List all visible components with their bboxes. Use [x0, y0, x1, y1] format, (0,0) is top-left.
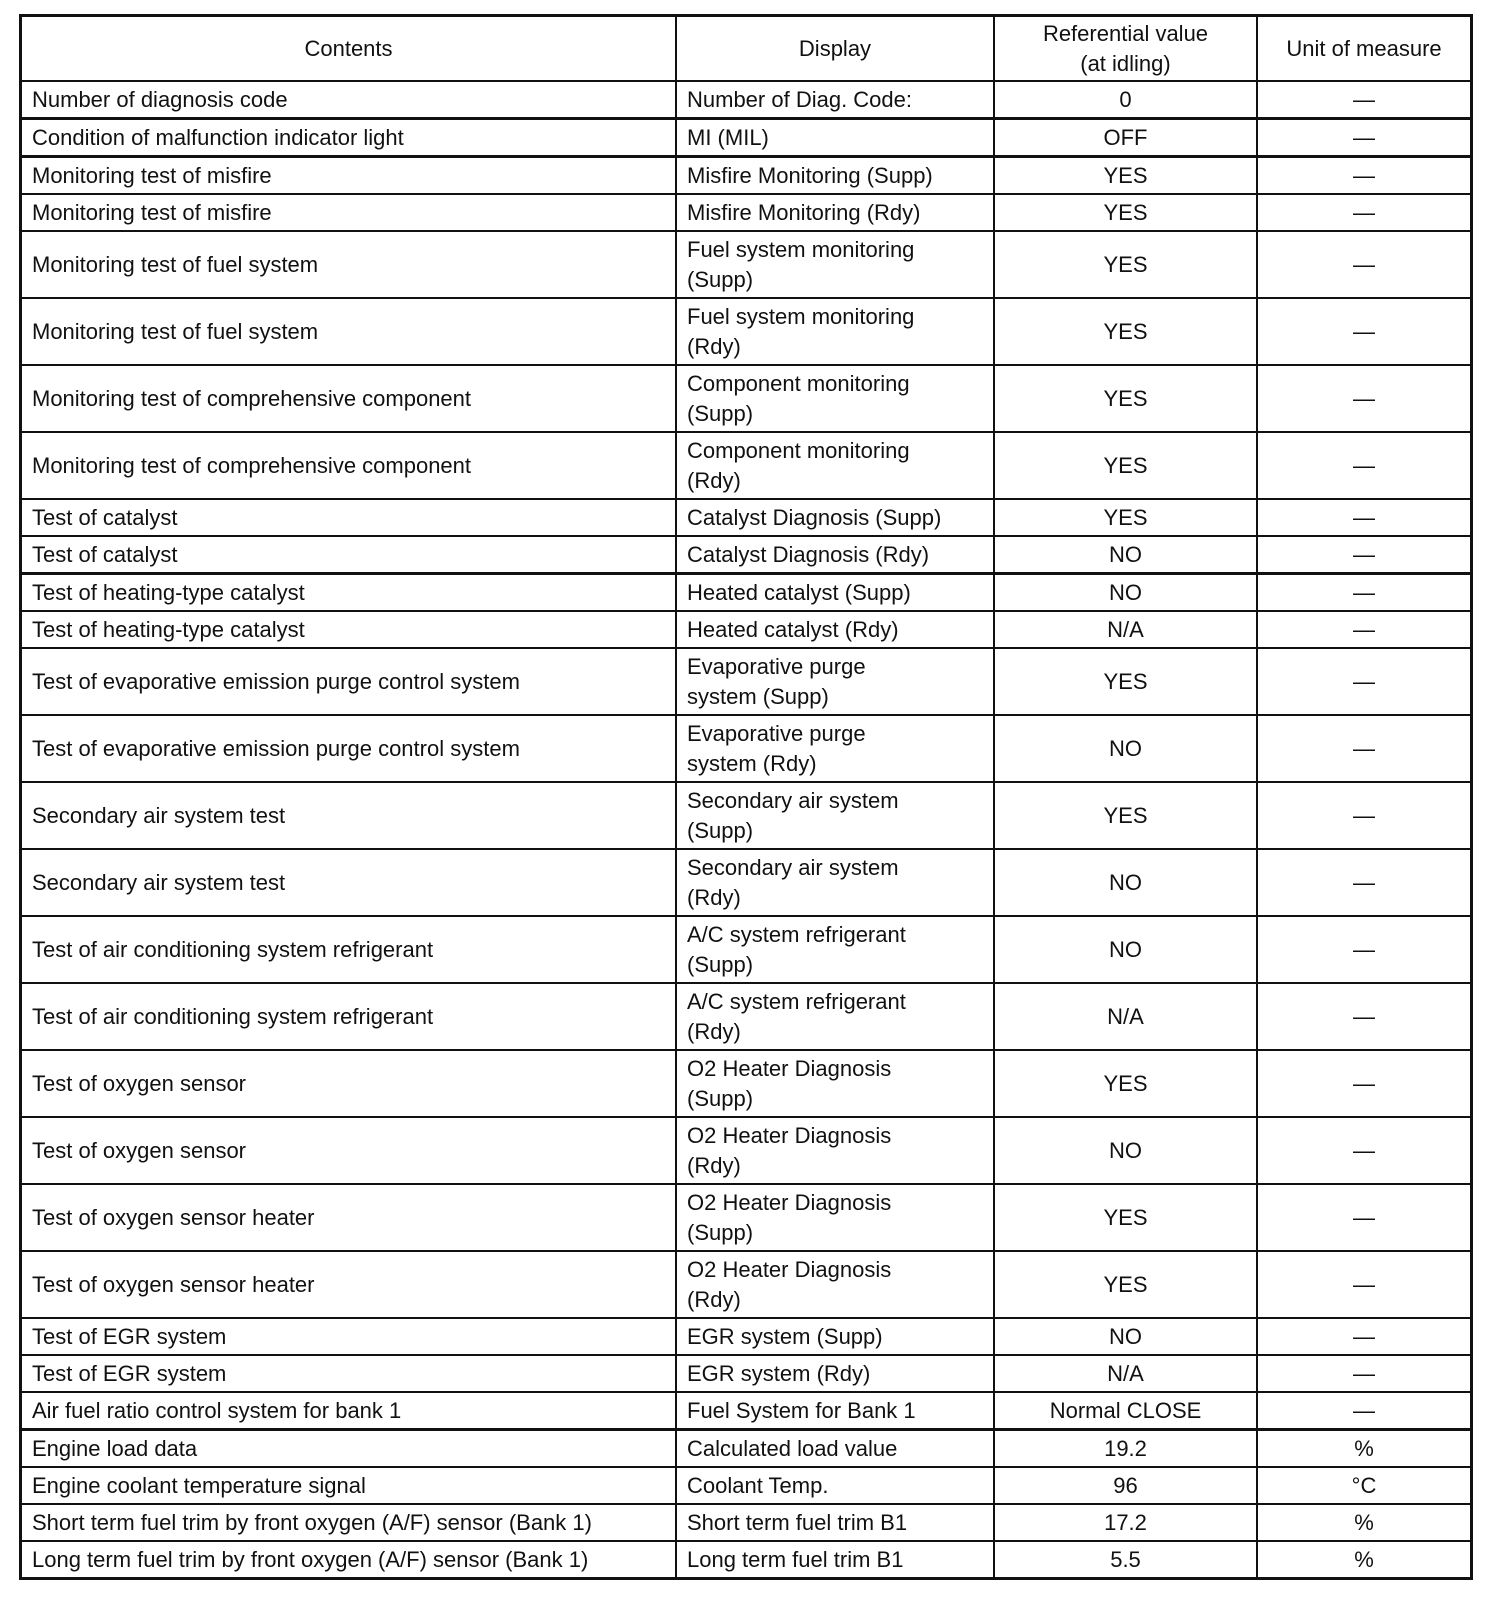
- cell-referential-value: N/A: [994, 1355, 1257, 1392]
- cell-contents: Monitoring test of misfire: [21, 194, 677, 231]
- cell-contents: Monitoring test of comprehensive component: [21, 432, 677, 499]
- cell-unit: [1257, 1541, 1472, 1579]
- table-row: [21, 1541, 1472, 1579]
- cell-display-line1: O2 Heater Diagnosis: [687, 1256, 892, 1282]
- header-row: [21, 16, 1472, 82]
- cell-contents: Test of oxygen sensor heater: [21, 1251, 677, 1318]
- table-row: [21, 983, 1472, 1050]
- dash-icon: —: [1353, 541, 1375, 567]
- dash-icon: —: [1353, 936, 1375, 962]
- cell-display-line2: (Supp): [687, 951, 754, 977]
- cell-contents: Short term fuel trim by front oxygen (A/F) sensor (Bank 1): [21, 1504, 677, 1541]
- dash-icon: —: [1353, 869, 1375, 895]
- cell-referential-value: YES: [994, 1184, 1257, 1251]
- dash-icon: —: [1353, 504, 1375, 530]
- table-row: [21, 81, 1472, 119]
- cell-display-line1: Fuel system monitoring: [687, 236, 915, 262]
- cell-unit: [1257, 1392, 1472, 1430]
- cell-referential-value: NO: [994, 849, 1257, 916]
- cell-referential-value: N/A: [994, 983, 1257, 1050]
- table-row: [21, 1355, 1472, 1392]
- cell-display: [676, 648, 994, 715]
- cell-contents: Long term fuel trim by front oxygen (A/F) sensor (Bank 1): [21, 1541, 677, 1579]
- cell-display-line2: (Rdy): [687, 1152, 741, 1178]
- cell-referential-value: NO: [994, 1318, 1257, 1355]
- cell-display-line1: Component monitoring: [687, 437, 910, 463]
- cell-display-line1: A/C system refrigerant: [687, 988, 906, 1014]
- cell-display-line2: (Supp): [687, 1219, 754, 1245]
- cell-display: [676, 1117, 994, 1184]
- cell-display: Misfire Monitoring (Rdy): [676, 194, 994, 231]
- cell-display: [676, 983, 994, 1050]
- cell-unit: [1257, 648, 1472, 715]
- table-row: [21, 1504, 1472, 1541]
- table-row: [21, 648, 1472, 715]
- dash-icon: —: [1353, 162, 1375, 188]
- unit-label: %: [1354, 1509, 1374, 1535]
- cell-referential-value: YES: [994, 194, 1257, 231]
- dash-icon: —: [1353, 616, 1375, 642]
- unit-label: °C: [1351, 1472, 1377, 1498]
- cell-unit: [1257, 536, 1472, 574]
- cell-display: [676, 1184, 994, 1251]
- cell-display: Long term fuel trim B1: [676, 1541, 994, 1579]
- header-unit: Unit of measure: [1257, 16, 1472, 82]
- cell-contents: Test of oxygen sensor: [21, 1117, 677, 1184]
- cell-display-line1: Secondary air system: [687, 854, 899, 880]
- cell-display: Heated catalyst (Supp): [676, 574, 994, 612]
- cell-unit: [1257, 1251, 1472, 1318]
- cell-display: [676, 231, 994, 298]
- cell-referential-value: OFF: [994, 119, 1257, 157]
- cell-display-line1: A/C system refrigerant: [687, 921, 906, 947]
- cell-contents: Secondary air system test: [21, 849, 677, 916]
- cell-display: [676, 849, 994, 916]
- dash-icon: —: [1353, 1070, 1375, 1096]
- table-row: [21, 119, 1472, 157]
- cell-display-line2: (Rdy): [687, 1286, 741, 1312]
- cell-display: MI (MIL): [676, 119, 994, 157]
- table-row: [21, 916, 1472, 983]
- cell-display-line2: (Supp): [687, 266, 754, 292]
- dash-icon: —: [1353, 1360, 1375, 1386]
- cell-unit: [1257, 983, 1472, 1050]
- cell-referential-value: YES: [994, 157, 1257, 195]
- cell-display: Catalyst Diagnosis (Rdy): [676, 536, 994, 574]
- cell-referential-value: 5.5: [994, 1541, 1257, 1579]
- cell-display: [676, 298, 994, 365]
- cell-display-line2: (Rdy): [687, 467, 741, 493]
- cell-referential-value: NO: [994, 1117, 1257, 1184]
- cell-display: Number of Diag. Code:: [676, 81, 994, 119]
- cell-display-line2: (Rdy): [687, 884, 741, 910]
- table-row: [21, 194, 1472, 231]
- cell-display-line2: (Supp): [687, 1085, 754, 1111]
- cell-referential-value: YES: [994, 499, 1257, 536]
- dash-icon: —: [1353, 802, 1375, 828]
- header-contents: Contents: [21, 16, 677, 82]
- cell-contents: Monitoring test of misfire: [21, 157, 677, 195]
- dash-icon: —: [1353, 251, 1375, 277]
- cell-display-line1: O2 Heater Diagnosis: [687, 1189, 892, 1215]
- table-row: [21, 574, 1472, 612]
- cell-contents: Test of oxygen sensor: [21, 1050, 677, 1117]
- cell-display-line1: Evaporative purge: [687, 720, 866, 746]
- table-row: [21, 231, 1472, 298]
- table-row: [21, 849, 1472, 916]
- dash-icon: —: [1353, 1397, 1375, 1423]
- cell-contents: Air fuel ratio control system for bank 1: [21, 1392, 677, 1430]
- table-row: [21, 782, 1472, 849]
- dash-icon: —: [1353, 385, 1375, 411]
- cell-unit: [1257, 365, 1472, 432]
- dash-icon: —: [1353, 199, 1375, 225]
- cell-display: EGR system (Supp): [676, 1318, 994, 1355]
- table-row: [21, 1392, 1472, 1430]
- cell-display: [676, 1050, 994, 1117]
- dash-icon: —: [1353, 1271, 1375, 1297]
- table-row: [21, 499, 1472, 536]
- cell-unit: [1257, 1318, 1472, 1355]
- cell-unit: [1257, 231, 1472, 298]
- cell-referential-value: N/A: [994, 611, 1257, 648]
- cell-display: Heated catalyst (Rdy): [676, 611, 994, 648]
- cell-contents: Condition of malfunction indicator light: [21, 119, 677, 157]
- cell-referential-value: YES: [994, 432, 1257, 499]
- cell-unit: [1257, 782, 1472, 849]
- cell-referential-value: YES: [994, 365, 1257, 432]
- cell-unit: [1257, 574, 1472, 612]
- header-display: Display: [676, 16, 994, 82]
- table-row: [21, 157, 1472, 195]
- table-row: [21, 432, 1472, 499]
- cell-referential-value: NO: [994, 574, 1257, 612]
- unit-label: %: [1354, 1546, 1374, 1572]
- cell-referential-value: NO: [994, 916, 1257, 983]
- cell-unit: [1257, 432, 1472, 499]
- cell-contents: Test of air conditioning system refrigerant: [21, 983, 677, 1050]
- table-row: [21, 1318, 1472, 1355]
- cell-unit: [1257, 81, 1472, 119]
- table-row: [21, 298, 1472, 365]
- table-row: [21, 1467, 1472, 1504]
- dash-icon: —: [1353, 318, 1375, 344]
- cell-contents: Test of air conditioning system refrigerant: [21, 916, 677, 983]
- cell-unit: [1257, 916, 1472, 983]
- cell-display: [676, 782, 994, 849]
- cell-unit: [1257, 157, 1472, 195]
- cell-referential-value: 17.2: [994, 1504, 1257, 1541]
- dash-icon: —: [1353, 452, 1375, 478]
- cell-display: Coolant Temp.: [676, 1467, 994, 1504]
- cell-display-line1: Secondary air system: [687, 787, 899, 813]
- cell-contents: Engine load data: [21, 1430, 677, 1468]
- cell-referential-value: NO: [994, 536, 1257, 574]
- header-referential-value-line2: (at idling): [1080, 50, 1171, 76]
- cell-unit: [1257, 194, 1472, 231]
- cell-referential-value: YES: [994, 648, 1257, 715]
- cell-unit: [1257, 1430, 1472, 1468]
- table-row: [21, 1117, 1472, 1184]
- cell-display-line2: (Rdy): [687, 333, 741, 359]
- cell-contents: Number of diagnosis code: [21, 81, 677, 119]
- cell-referential-value: 96: [994, 1467, 1257, 1504]
- cell-display-line2: (Rdy): [687, 1018, 741, 1044]
- cell-referential-value: Normal CLOSE: [994, 1392, 1257, 1430]
- header-referential-value-line1: Referential value: [1042, 20, 1209, 46]
- cell-contents: Test of heating-type catalyst: [21, 611, 677, 648]
- cell-display-line1: O2 Heater Diagnosis: [687, 1122, 892, 1148]
- cell-display: [676, 715, 994, 782]
- cell-referential-value: YES: [994, 782, 1257, 849]
- cell-unit: [1257, 715, 1472, 782]
- dash-icon: —: [1353, 124, 1375, 150]
- dash-icon: —: [1353, 1323, 1375, 1349]
- cell-referential-value: YES: [994, 231, 1257, 298]
- cell-display: [676, 432, 994, 499]
- cell-unit: [1257, 1355, 1472, 1392]
- cell-unit: [1257, 1504, 1472, 1541]
- cell-contents: Test of catalyst: [21, 536, 677, 574]
- cell-unit: [1257, 1184, 1472, 1251]
- cell-referential-value: YES: [994, 1251, 1257, 1318]
- cell-unit: [1257, 499, 1472, 536]
- cell-contents: Test of EGR system: [21, 1318, 677, 1355]
- cell-unit: [1257, 849, 1472, 916]
- dash-icon: —: [1353, 86, 1375, 112]
- dash-icon: —: [1353, 579, 1375, 605]
- cell-unit: [1257, 119, 1472, 157]
- cell-contents: Test of catalyst: [21, 499, 677, 536]
- cell-display-line2: (Supp): [687, 400, 754, 426]
- cell-referential-value: YES: [994, 298, 1257, 365]
- cell-referential-value: NO: [994, 715, 1257, 782]
- dash-icon: —: [1353, 1003, 1375, 1029]
- cell-display-line2: (Supp): [687, 817, 754, 843]
- cell-display-line1: O2 Heater Diagnosis: [687, 1055, 892, 1081]
- cell-display: [676, 1251, 994, 1318]
- cell-display: Misfire Monitoring (Supp): [676, 157, 994, 195]
- cell-contents: Test of EGR system: [21, 1355, 677, 1392]
- cell-contents: Engine coolant temperature signal: [21, 1467, 677, 1504]
- cell-unit: [1257, 611, 1472, 648]
- cell-display-line2: system (Supp): [687, 683, 829, 709]
- cell-display-line1: Evaporative purge: [687, 653, 866, 679]
- cell-contents: Test of oxygen sensor heater: [21, 1184, 677, 1251]
- cell-display: Calculated load value: [676, 1430, 994, 1468]
- cell-display: Fuel System for Bank 1: [676, 1392, 994, 1430]
- header-referential-value: [994, 16, 1257, 82]
- cell-contents: Monitoring test of fuel system: [21, 298, 677, 365]
- cell-display-line1: Fuel system monitoring: [687, 303, 915, 329]
- cell-contents: Secondary air system test: [21, 782, 677, 849]
- table-row: [21, 365, 1472, 432]
- dash-icon: —: [1353, 1204, 1375, 1230]
- table-row: [21, 611, 1472, 648]
- dash-icon: —: [1353, 668, 1375, 694]
- table-row: [21, 1430, 1472, 1468]
- dash-icon: —: [1353, 735, 1375, 761]
- cell-contents: Monitoring test of fuel system: [21, 231, 677, 298]
- cell-unit: [1257, 1467, 1472, 1504]
- diagnosis-data-table: [19, 14, 1473, 1580]
- cell-contents: Test of evaporative emission purge control system: [21, 648, 677, 715]
- unit-label: %: [1354, 1435, 1374, 1461]
- cell-display: [676, 916, 994, 983]
- table-row: [21, 1251, 1472, 1318]
- table-body: [21, 81, 1472, 1579]
- cell-display-line1: Component monitoring: [687, 370, 910, 396]
- cell-referential-value: 19.2: [994, 1430, 1257, 1468]
- cell-display: Catalyst Diagnosis (Supp): [676, 499, 994, 536]
- cell-referential-value: YES: [994, 1050, 1257, 1117]
- table-row: [21, 715, 1472, 782]
- cell-display-line2: system (Rdy): [687, 750, 817, 776]
- cell-contents: Test of heating-type catalyst: [21, 574, 677, 612]
- table-row: [21, 1050, 1472, 1117]
- dash-icon: —: [1353, 1137, 1375, 1163]
- cell-contents: Monitoring test of comprehensive component: [21, 365, 677, 432]
- cell-display: EGR system (Rdy): [676, 1355, 994, 1392]
- table-row: [21, 1184, 1472, 1251]
- cell-display: Short term fuel trim B1: [676, 1504, 994, 1541]
- table-row: [21, 536, 1472, 574]
- cell-display: [676, 365, 994, 432]
- cell-contents: Test of evaporative emission purge control system: [21, 715, 677, 782]
- cell-referential-value: 0: [994, 81, 1257, 119]
- cell-unit: [1257, 1117, 1472, 1184]
- cell-unit: [1257, 1050, 1472, 1117]
- cell-unit: [1257, 298, 1472, 365]
